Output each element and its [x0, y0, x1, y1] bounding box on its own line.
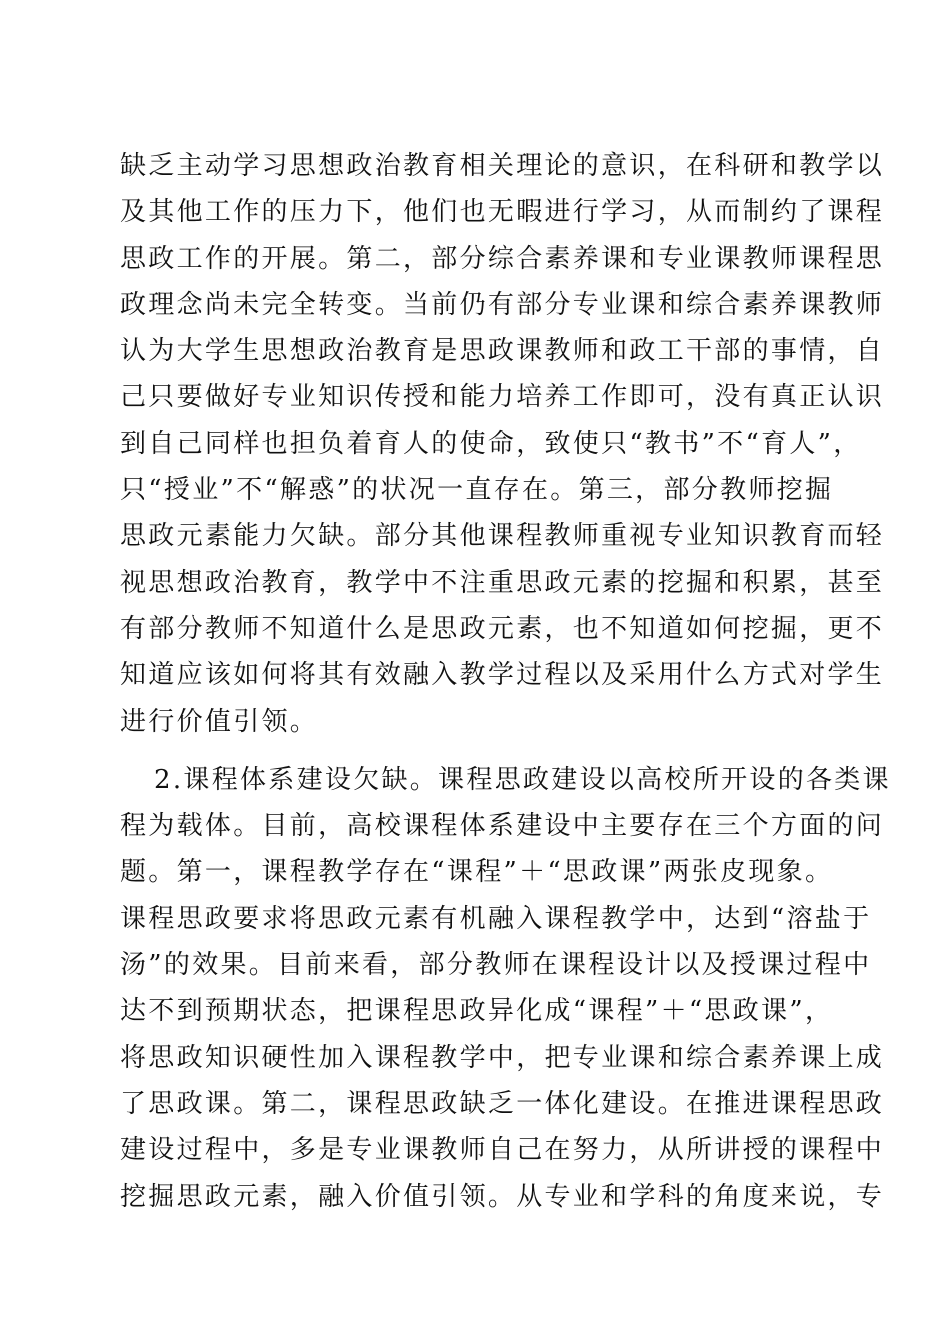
paragraph-line: 将思政知识硬性加入课程教学中，把专业课和综合素养课上成: [120, 1042, 885, 1073]
paragraph-line: 知道应该如何将其有效融入教学过程以及采用什么方式对学生: [120, 660, 885, 691]
paragraph-line: 达不到预期状态，把课程思政异化成“课程”＋“思政课”，: [120, 996, 834, 1027]
paragraph-line: 思政元素能力欠缺。部分其他课程教师重视专业知识教育而轻: [120, 521, 885, 552]
paragraph-line: 认为大学生思想政治教育是思政课教师和政工干部的事情，自: [120, 336, 885, 367]
paragraph-2: [120, 757, 891, 1220]
paragraph-line: 挖掘思政元素，融入价值引领。从专业和学科的角度来说，专: [120, 1181, 885, 1212]
paragraph-line: 汤”的效果。目前来看，部分教师在课程设计以及授课过程中: [120, 950, 872, 981]
paragraph-1: [120, 143, 885, 745]
paragraph-line: 有部分教师不知道什么是思政元素，也不知道如何挖掘，更不: [120, 613, 885, 644]
paragraph-line: 建设过程中，多是专业课教师自己在努力，从所讲授的课程中: [120, 1135, 885, 1166]
paragraph-line: 缺乏主动学习思想政治教育相关理论的意识，在科研和教学以: [120, 151, 885, 181]
document-body: [120, 143, 891, 1220]
paragraph-line: 进行价值引领。: [120, 706, 319, 737]
paragraph-line: 只“授业”不“解惑”的状况一直存在。第三，部分教师挖掘: [120, 475, 834, 506]
paragraph-line: 题。第一，课程教学存在“课程”＋“思政课”两张皮现象。: [120, 857, 834, 888]
paragraph-line: 政理念尚未完全转变。当前仍有部分专业课和综合素养课教师: [120, 289, 885, 320]
paragraph-line: 到自己同样也担负着育人的使命，致使只“教书”不“育人”，: [120, 428, 862, 459]
paragraph-line: 己只要做好专业知识传授和能力培养工作即可，没有真正认识: [120, 382, 885, 413]
paragraph-line: 视思想政治教育，教学中不注重思政元素的挖掘和积累，甚至: [120, 567, 885, 598]
paragraph-gap: [120, 745, 824, 757]
paragraph-line: 及其他工作的压力下，他们也无暇进行学习，从而制约了课程: [120, 197, 885, 228]
paragraph-line: 程为载体。目前，高校课程体系建设中主要存在三个方面的问: [120, 811, 885, 842]
paragraph-line-indented: 2.课程体系建设欠缺。课程思政建设以高校所开设的各类课: [154, 764, 891, 795]
paragraph-line: 课程思政要求将思政元素有机融入课程教学中，达到“溶盐于: [120, 903, 872, 934]
paragraph-line: 了思政课。第二，课程思政缺乏一体化建设。在推进课程思政: [120, 1088, 885, 1119]
paragraph-line: 思政工作的开展。第二，部分综合素养课和专业课教师课程思: [120, 243, 885, 274]
